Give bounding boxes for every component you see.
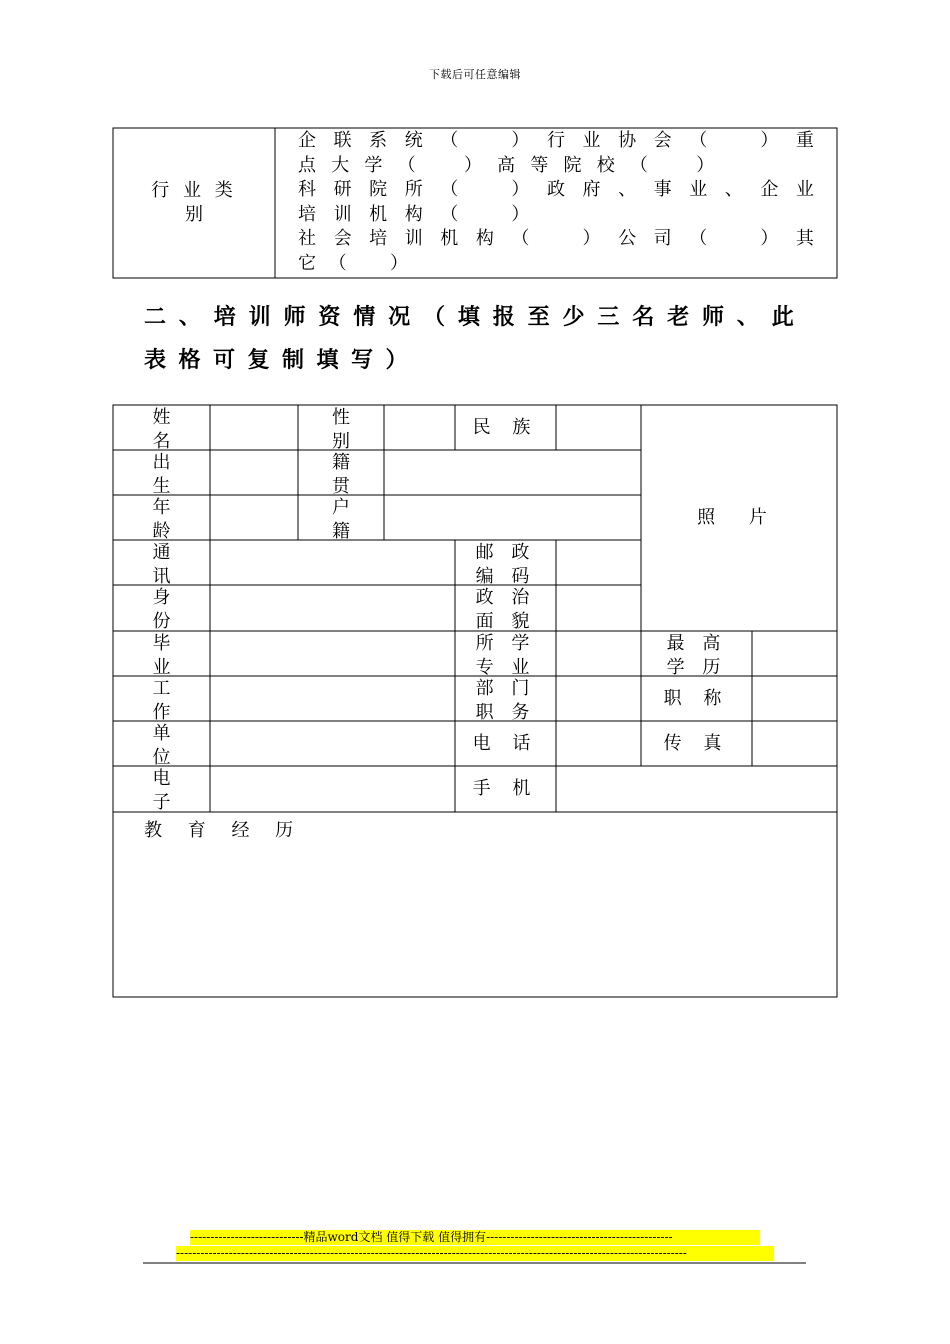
title-field[interactable]: [752, 676, 837, 721]
native-place-label: 籍 贯: [332, 452, 350, 495]
footer-line1: ----------------------------精品word文档 值得下载 值得拥有----------------------------------------------: [190, 1230, 760, 1245]
industry-option-line: 企 联 系 统 （ ） 行 业 协 会 （ ） 重: [298, 130, 814, 151]
page-header: 下载后可任意编辑: [429, 68, 521, 81]
household-field[interactable]: [384, 495, 641, 540]
address-label: 通 讯: [152, 542, 171, 585]
industry-option-line: 科 研 院 所 （ ） 政 府 、 事 业 、 企 业: [298, 179, 814, 201]
fax-field[interactable]: [752, 721, 837, 766]
industry-label: [113, 128, 275, 278]
photo-box[interactable]: 照 片: [697, 507, 781, 528]
household-label: 户 籍: [332, 497, 350, 540]
industry-option-line: 点 大 学 （ ） 高 等 院 校 （ ）: [298, 154, 715, 176]
birth-label: 出 生: [152, 452, 171, 495]
email-field[interactable]: [210, 766, 455, 812]
department-label: 部 门 职 务: [475, 678, 536, 721]
major-field[interactable]: [556, 631, 641, 676]
industry-options: [298, 129, 814, 277]
edu-history-field[interactable]: [113, 812, 837, 997]
postcode-label: 邮 政 编 码: [475, 542, 536, 585]
email-label: 电 子: [152, 768, 171, 812]
postcode-field[interactable]: [556, 540, 641, 585]
title-label: 职 称: [663, 687, 730, 709]
education-field[interactable]: [752, 631, 837, 676]
gender-label: 性 别: [332, 407, 350, 450]
id-card-field[interactable]: [210, 585, 455, 631]
edu-history-label: 教 育 经 历: [144, 820, 304, 841]
industry-label-line2: 别: [185, 204, 203, 225]
phone-field[interactable]: [556, 721, 641, 766]
id-card-label: 身 份: [152, 587, 171, 631]
industry-option-line: 社 会 培 训 机 构 （ ） 公 司 （ ） 其: [298, 228, 814, 250]
department-field[interactable]: [556, 676, 641, 721]
unit-field[interactable]: [210, 721, 455, 766]
age-label: 年 龄: [152, 497, 171, 540]
unit-label: 单 位: [152, 723, 171, 766]
section-title-line1: 二 、 培 训 师 资 情 况 （ 填 报 至 少 三 名 老 师 、 此: [144, 304, 794, 330]
political-field[interactable]: [556, 585, 641, 631]
mobile-field[interactable]: [556, 766, 837, 812]
footer-line2: ------------------------------------------------------------------------------------------------------------------------------: [176, 1246, 774, 1261]
industry-label-line1: 行 业 类: [151, 180, 237, 201]
native-place-field[interactable]: [384, 450, 641, 495]
name-label: 姓 名: [152, 407, 171, 450]
ethnicity-field[interactable]: [556, 405, 641, 450]
industry-option-line: 它 （ ）: [298, 252, 408, 274]
industry-option-line: 培 训 机 构 （ ）: [298, 203, 530, 225]
address-field[interactable]: [210, 540, 455, 585]
mobile-label: 手 机: [472, 778, 539, 799]
name-field[interactable]: [210, 405, 298, 450]
graduate-label: 毕 业: [152, 633, 171, 676]
section-title-line2: 表格可复制填写）: [144, 347, 421, 373]
major-label: 所 学 专 业: [475, 633, 536, 676]
political-label: 政 治 面 貌: [475, 587, 536, 631]
phone-label: 电 话: [472, 732, 539, 754]
ethnicity-label: 民 族: [472, 416, 539, 438]
fax-label: 传 真: [663, 732, 730, 754]
age-field[interactable]: [210, 495, 298, 540]
graduate-field[interactable]: [210, 631, 455, 676]
gender-field[interactable]: [384, 405, 455, 450]
work-label: 工 作: [152, 678, 171, 721]
education-label: 最 高 学 历: [666, 633, 727, 676]
birth-field[interactable]: [210, 450, 298, 495]
work-field[interactable]: [210, 676, 455, 721]
